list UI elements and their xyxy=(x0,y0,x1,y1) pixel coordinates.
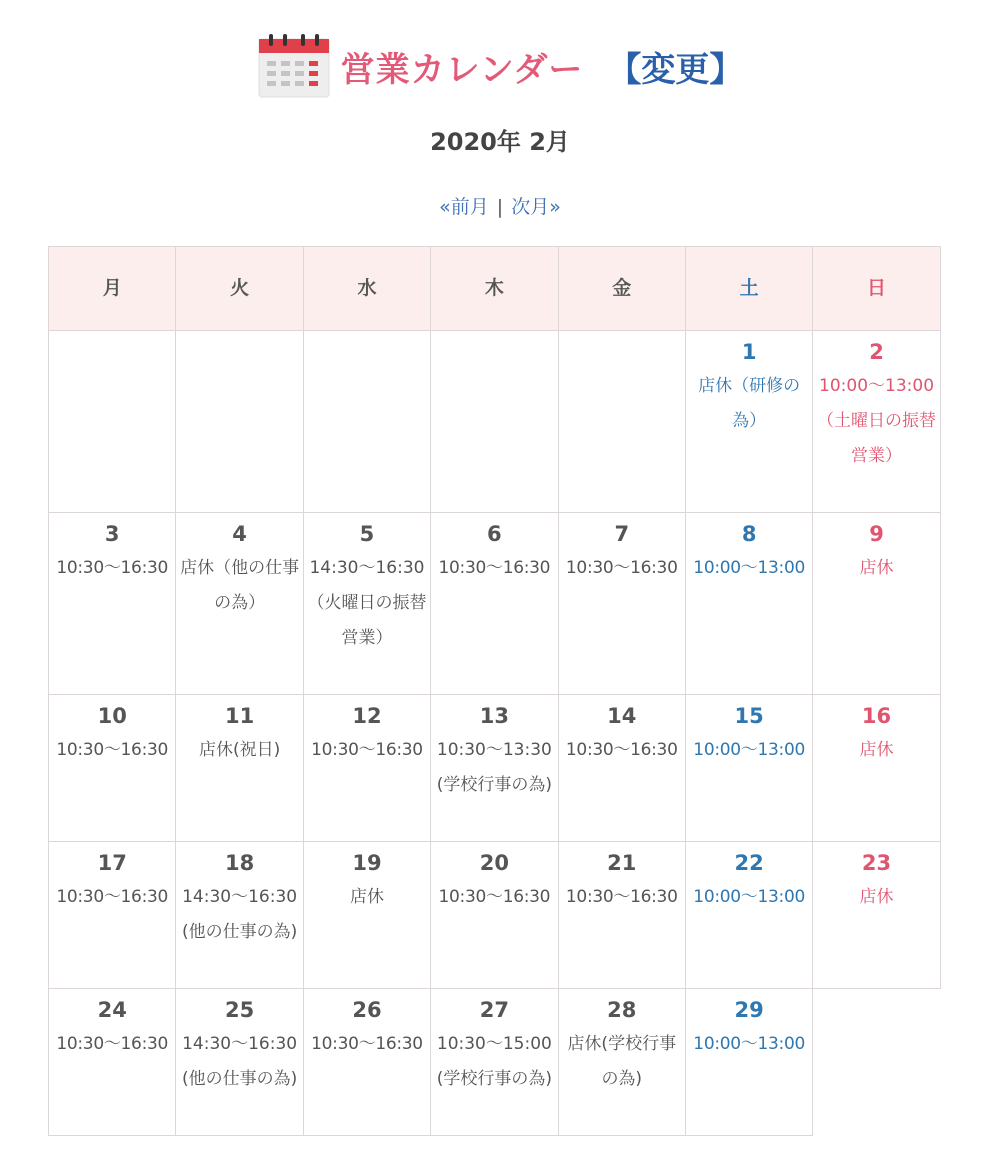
day-number: 24 xyxy=(97,998,127,1022)
day-cell xyxy=(48,512,176,695)
weekday-header: 水 xyxy=(303,246,431,331)
day-cell xyxy=(558,694,686,842)
next-month-link[interactable]: 次月» xyxy=(511,196,561,218)
calendar-icon xyxy=(257,33,331,99)
day-number: 15 xyxy=(734,704,764,728)
day-cell xyxy=(558,512,686,695)
hours-note: 店休 xyxy=(349,887,384,907)
month-label: 2020年 2月 xyxy=(430,128,570,156)
hours-note: 10:00〜13:00（土曜日の振替営業） xyxy=(817,376,937,466)
day-number: 27 xyxy=(479,998,509,1022)
empty-day-cell xyxy=(430,330,558,513)
hours-note: 14:30〜16:30（火曜日の振替営業） xyxy=(307,558,427,648)
day-number: 16 xyxy=(861,704,892,728)
nav-separator: | xyxy=(496,196,504,218)
weekday-header: 火 xyxy=(175,246,303,331)
hours-note: 10:30〜16:30 xyxy=(311,740,423,760)
hours-note: 10:00〜13:00 xyxy=(693,740,805,760)
weekday-header: 木 xyxy=(430,246,558,331)
day-cell xyxy=(48,694,176,842)
day-number: 21 xyxy=(607,851,637,875)
day-number: 5 xyxy=(359,522,375,546)
day-cell xyxy=(303,988,431,1136)
empty-day-cell xyxy=(558,330,686,513)
day-number: 19 xyxy=(352,851,382,875)
month-navigation xyxy=(0,192,1000,219)
day-number: 26 xyxy=(352,998,382,1022)
hours-note: 10:30〜15:00(学校行事の為) xyxy=(436,1034,552,1089)
day-cell xyxy=(303,694,431,842)
hours-note: 14:30〜16:30(他の仕事の為) xyxy=(181,887,298,942)
hours-note: 店休 xyxy=(859,740,894,760)
day-cell xyxy=(812,512,940,695)
hours-note: 10:30〜16:30 xyxy=(311,1034,423,1054)
calendar-grid xyxy=(48,246,940,1135)
day-cell xyxy=(812,841,940,989)
day-number: 13 xyxy=(479,704,509,728)
weekday-header: 金 xyxy=(558,246,686,331)
hours-note: 10:30〜16:30 xyxy=(438,887,551,907)
day-cell xyxy=(48,841,176,989)
hours-note: 店休 xyxy=(859,887,894,907)
hours-note: 10:30〜16:30 xyxy=(565,887,678,907)
hours-note: 10:00〜13:00 xyxy=(693,1034,805,1054)
hours-note: 店休（他の仕事の為） xyxy=(180,558,300,613)
day-number: 7 xyxy=(614,522,630,546)
day-number: 25 xyxy=(224,998,255,1022)
hours-note: 10:30〜13:30(学校行事の為) xyxy=(436,740,552,795)
day-number: 20 xyxy=(479,851,509,875)
day-number: 29 xyxy=(734,998,764,1022)
hours-note: 店休(祝日) xyxy=(198,740,281,760)
day-number: 8 xyxy=(741,522,757,546)
hours-note: 10:30〜16:30 xyxy=(438,558,551,578)
day-cell xyxy=(685,841,813,989)
hours-note: 10:00〜13:00 xyxy=(693,887,805,907)
day-cell xyxy=(685,694,813,842)
day-cell xyxy=(558,988,686,1136)
page-title: 営業カレンダー xyxy=(340,49,584,90)
hours-note: 10:00〜13:00 xyxy=(693,558,805,578)
day-number: 1 xyxy=(741,340,757,364)
day-cell xyxy=(175,988,303,1136)
hours-note: 10:30〜16:30 xyxy=(565,558,678,578)
day-number: 2 xyxy=(869,340,884,364)
day-cell xyxy=(303,512,431,695)
empty-day-cell xyxy=(812,988,940,1136)
day-cell xyxy=(558,841,686,989)
empty-day-cell xyxy=(303,330,431,513)
day-number: 10 xyxy=(97,704,127,728)
hours-note: 店休（研修の為） xyxy=(698,376,801,431)
hours-note: 店休 xyxy=(859,558,894,578)
day-number: 22 xyxy=(734,851,764,875)
day-cell xyxy=(303,841,431,989)
hours-note: 10:30〜16:30 xyxy=(56,1034,169,1054)
hours-note: 14:30〜16:30(他の仕事の為) xyxy=(181,1034,298,1089)
hours-note: 10:30〜16:30 xyxy=(56,558,169,578)
day-cell xyxy=(48,988,176,1136)
day-number: 9 xyxy=(869,522,884,546)
weekday-header: 土 xyxy=(685,246,813,331)
day-number: 6 xyxy=(487,522,502,546)
day-cell xyxy=(685,330,813,513)
day-number: 28 xyxy=(607,998,637,1022)
page-header xyxy=(0,28,1000,104)
hours-note: 店休(学校行事の為) xyxy=(567,1034,677,1089)
prev-month-link[interactable]: «前月 xyxy=(439,196,489,218)
day-cell xyxy=(175,841,303,989)
day-number: 11 xyxy=(224,704,255,728)
day-number: 12 xyxy=(352,704,382,728)
day-number: 14 xyxy=(607,704,637,728)
empty-day-cell xyxy=(48,330,176,513)
day-cell xyxy=(175,694,303,842)
weekday-header: 日 xyxy=(812,246,940,331)
weekday-header: 月 xyxy=(48,246,176,331)
day-cell xyxy=(430,512,558,695)
day-cell xyxy=(175,512,303,695)
day-number: 18 xyxy=(224,851,255,875)
empty-day-cell xyxy=(175,330,303,513)
day-number: 4 xyxy=(232,522,247,546)
day-number: 17 xyxy=(97,851,127,875)
day-cell xyxy=(685,512,813,695)
day-cell xyxy=(430,694,558,842)
hours-note: 10:30〜16:30 xyxy=(56,887,169,907)
day-number: 3 xyxy=(104,522,120,546)
day-cell xyxy=(685,988,813,1136)
day-cell xyxy=(812,330,940,513)
day-number: 23 xyxy=(861,851,892,875)
hours-note: 10:30〜16:30 xyxy=(56,740,169,760)
day-cell xyxy=(430,988,558,1136)
change-label: 【変更】 xyxy=(607,49,744,90)
day-cell xyxy=(812,694,940,842)
hours-note: 10:30〜16:30 xyxy=(565,740,678,760)
day-cell xyxy=(430,841,558,989)
